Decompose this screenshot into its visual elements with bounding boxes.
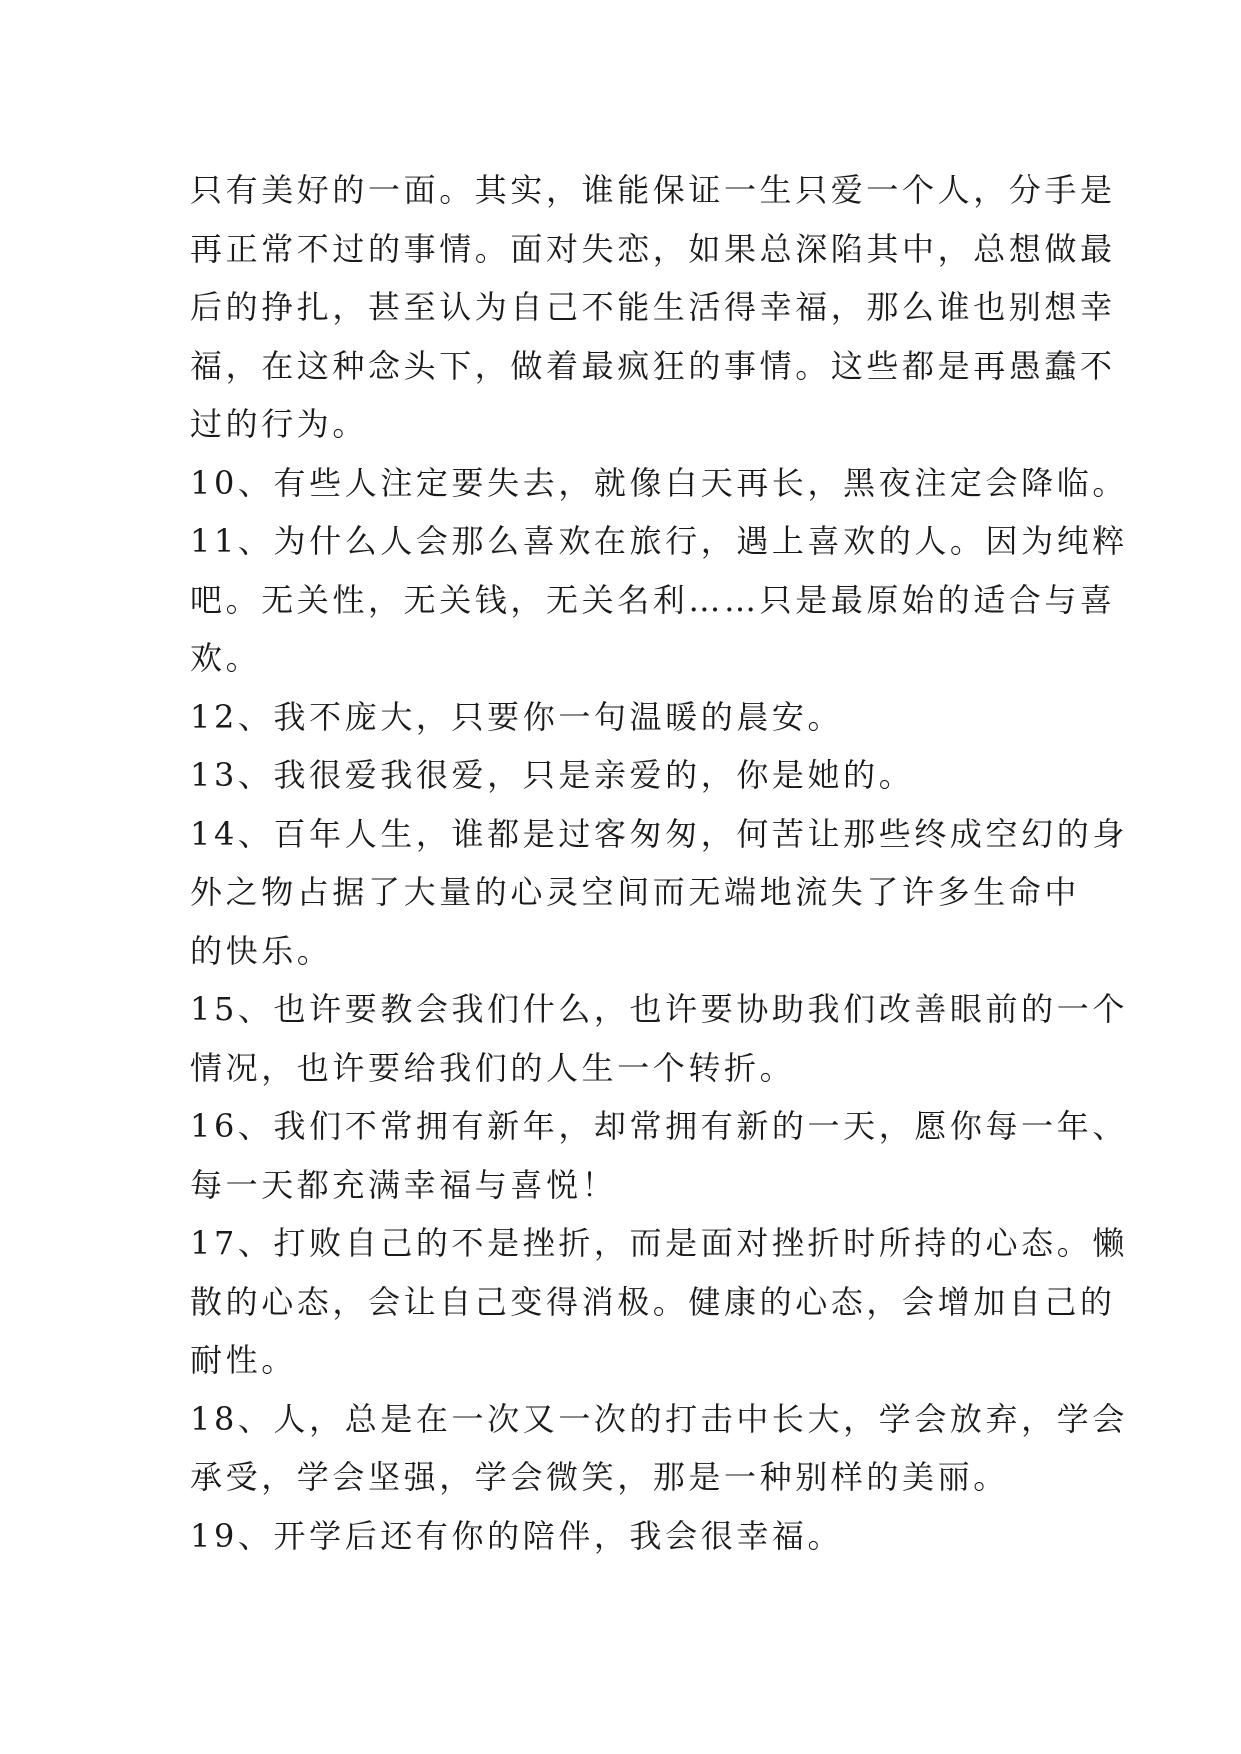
text-line: 散的心态，会让自己变得消极。健康的心态，会增加自己的 [190,1282,1116,1321]
text-line: 的快乐。 [190,931,333,970]
document-body [190,161,1128,1565]
text-line: 外之物占据了大量的心灵空间而无端地流失了许多生命中 [190,873,1081,911]
text-line: 欢。 [190,639,262,677]
text-line: 耐性。 [190,1341,297,1379]
text-line: 再正常不过的事情。面对失恋，如果总深陷其中，总想做最 [190,229,1116,268]
text-line: 情况，也许要给我们的人生一个转折。 [190,1048,796,1087]
text-line: 11、为什么人会那么喜欢在旅行，遇上喜欢的人。因为纯粹 [190,522,1128,560]
text-line: 吧。无关性，无关钱，无关名利……只是最原始的适合与喜 [190,580,1116,619]
text-line: 12、我不庞大，只要你一句温暖的晨安。 [190,697,844,736]
text-line: 福，在这种念头下，做着最疯狂的事情。这些都是再愚蠢不 [190,346,1116,385]
text-line: 13、我很爱我很爱，只是亲爱的，你是她的。 [190,756,915,794]
text-line: 后的挣扎，甚至认为自己不能生活得幸福，那么谁也别想幸 [190,288,1116,326]
text-line: 承受，学会坚强，学会微笑，那是一种别样的美丽。 [190,1458,1009,1496]
text-line: 19、开学后还有你的陪伴，我会很幸福。 [190,1516,844,1555]
text-line: 10、有些人注定要失去，就像白天再长，黑夜注定会降临。 [190,463,1128,502]
text-line: 每一天都充满幸福与喜悦！ [190,1165,618,1204]
text-line: 16、我们不常拥有新年，却常拥有新的一天，愿你每一年、 [190,1107,1128,1145]
text-line: 14、百年人生，谁都是过客匆匆，何苦让那些终成空幻的身 [190,814,1128,853]
text-line: 过的行为。 [190,405,369,443]
text-line: 17、打败自己的不是挫折，而是面对挫折时所持的心态。懒 [190,1224,1128,1262]
text-line: 15、也许要教会我们什么，也许要协助我们改善眼前的一个 [190,990,1128,1028]
text-line: 只有美好的一面。其实，谁能保证一生只爱一个人，分手是 [190,171,1116,209]
text-line: 18、人，总是在一次又一次的打击中长大，学会放弃，学会 [190,1399,1128,1438]
